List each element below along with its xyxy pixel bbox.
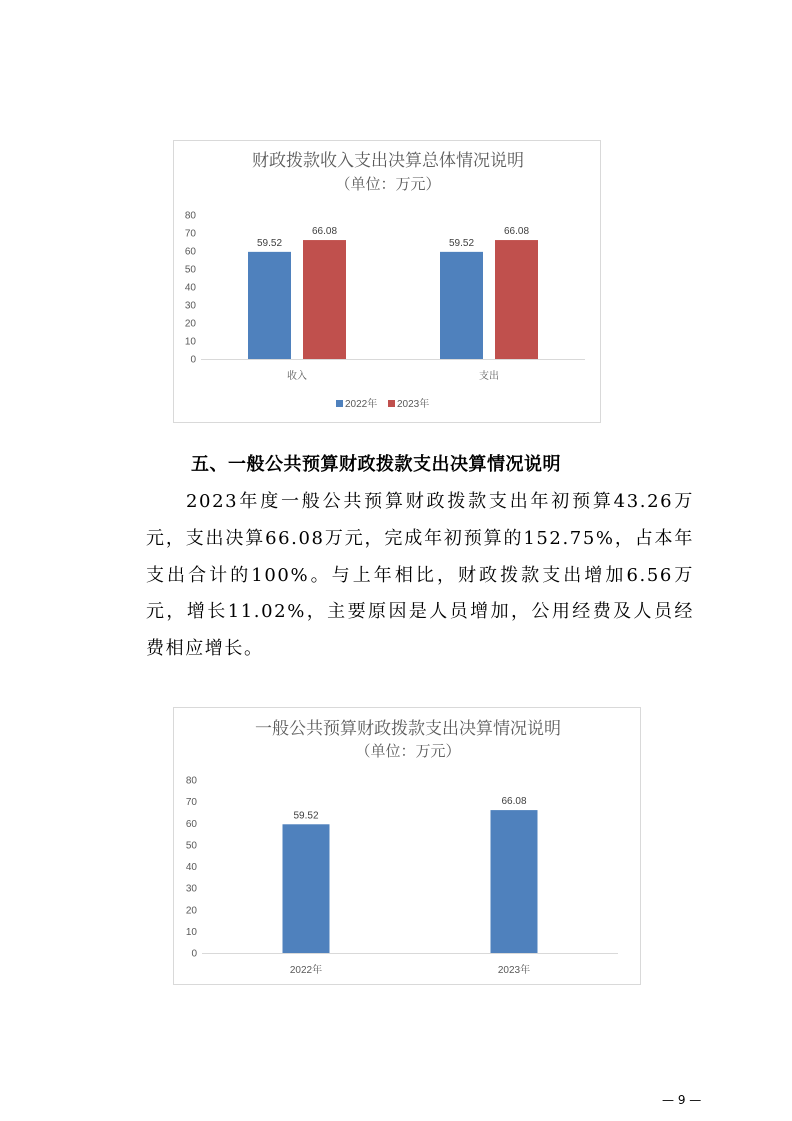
y-tick-label: 80 [184,210,196,222]
data-label: 59.52 [448,237,475,249]
legend-label: 2022年 [345,399,378,410]
y-tick-label: 40 [185,862,197,873]
legend-swatch [388,400,395,407]
y-tick-label: 50 [185,840,197,852]
data-label: 66.08 [503,226,530,238]
paragraph-text: 2023年度一般公共预算财政拨款支出年初预算43.26万元，支出决算66.08万元，完成年初预算的152.75%，占本年支出合计的100%。与上年相比，财政拨款支出增加6.56万元，增长11.02%，主要原因是人员增加，公用经费及人员经费相应增长。 [146,491,694,660]
bar-2023年 [495,240,538,359]
data-label: 66.08 [311,226,338,238]
y-tick-label: 0 [190,354,196,366]
data-label: 59.52 [256,237,283,249]
chart1-title: 财政拨款收入支出决算总体情况说明 [252,151,524,171]
chart2-subtitle: （单位：万元） [355,742,461,760]
y-tick-label: 60 [185,818,197,830]
x-tick-label: 2023年 [497,965,531,976]
y-tick-label: 70 [185,797,197,809]
chart2-title: 一般公共预算财政拨款支出决算情况说明 [255,719,561,739]
y-tick-label: 60 [184,246,196,258]
page-number: — 9 — [662,1093,702,1107]
chart-income-expenditure [173,140,601,423]
section-paragraph [146,484,694,668]
y-tick-label: 30 [185,883,197,895]
x-tick-label: 收入 [287,371,307,382]
y-tick-label: 30 [184,300,196,312]
x-tick-label: 2022年 [289,965,323,976]
y-tick-label: 10 [184,336,196,348]
y-tick-label: 10 [185,926,197,938]
y-tick-label: 20 [185,905,197,917]
chart1-subtitle: （单位：万元） [335,175,441,193]
bar-2023年 [491,810,538,953]
chart-public-budget-expenditure [173,707,641,985]
chart2-svg [174,708,642,986]
y-tick-label: 40 [184,282,196,294]
y-tick-label: 80 [185,775,197,787]
data-label: 66.08 [501,796,527,808]
x-tick-label: 支出 [479,371,499,382]
chart1-svg [174,141,602,424]
data-label: 59.52 [293,810,319,822]
y-tick-label: 50 [184,264,196,276]
bar-2022年 [440,252,483,359]
bar-2023年 [303,240,346,359]
y-tick-label: 70 [184,228,196,240]
y-tick-label: 0 [191,948,197,960]
legend-swatch [336,400,343,407]
section-heading: 五、一般公共预算财政拨款支出决算情况说明 [191,454,561,475]
bar-2022年 [283,824,330,953]
legend-label: 2023年 [397,399,430,410]
y-tick-label: 20 [184,318,196,330]
bar-2022年 [248,252,291,359]
